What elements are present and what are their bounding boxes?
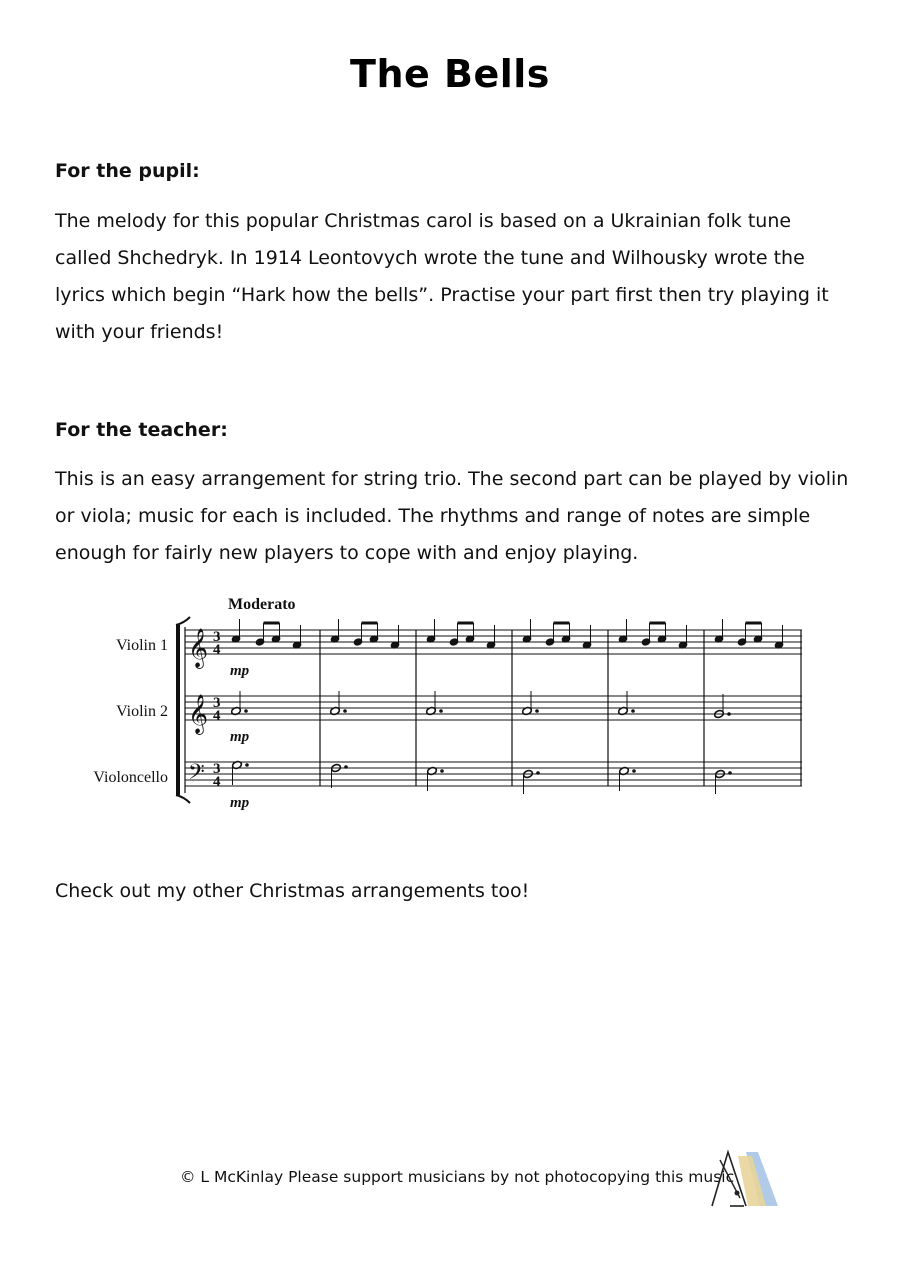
- pupil-paragraph: [55, 203, 855, 351]
- bass-clef-icon: 𝄢: [188, 760, 205, 790]
- treble-clef-icon: 𝄞: [188, 694, 209, 734]
- teacher-heading: For the teacher:: [55, 419, 228, 441]
- time-signature-bottom: 4: [213, 708, 221, 724]
- copyright-footer: © L McKinlay Please support musicians by not photocopying this music: [180, 1168, 735, 1186]
- teacher-paragraph: [55, 461, 855, 572]
- pupil-line-2: called Shchedryk. In 1914 Leontovych wrote the tune and Wilhousky wrote the: [55, 247, 805, 269]
- tempo-marking: Moderato: [228, 596, 296, 613]
- instrument-label-violin-1: Violin 1: [116, 637, 168, 654]
- treble-clef-icon: 𝄞: [188, 628, 209, 668]
- staff-violin-2: [185, 696, 802, 720]
- dynamic-marking: mp: [230, 795, 250, 811]
- page-title: The Bells: [350, 52, 550, 96]
- dynamic-marking: mp: [230, 729, 250, 745]
- closing-line: Check out my other Christmas arrangements too!: [55, 880, 530, 902]
- music-score: [0, 585, 900, 825]
- instrument-label-violoncello: Violoncello: [93, 769, 168, 786]
- pupil-line-1: The melody for this popular Christmas carol is based on a Ukrainian folk tune: [55, 210, 792, 232]
- time-signature-top: 3: [213, 695, 221, 711]
- pupil-line-3: lyrics which begin “Hark how the bells”. Practise your part first then try playing it: [55, 284, 829, 306]
- pupil-heading: For the pupil:: [55, 160, 200, 182]
- teacher-line-3: enough for fairly new players to cope with and enjoy playing.: [55, 542, 639, 564]
- teacher-line-2: or viola; music for each is included. The rhythms and range of notes are simple: [55, 505, 811, 527]
- time-signature-bottom: 4: [213, 774, 221, 790]
- teacher-line-1: This is an easy arrangement for string trio. The second part can be played by violin: [55, 468, 849, 490]
- time-signature-top: 3: [213, 629, 221, 645]
- time-signature-top: 3: [213, 761, 221, 777]
- dynamic-marking: mp: [230, 663, 250, 679]
- staff-violoncello: [185, 762, 802, 786]
- violoncello-notes: [232, 760, 732, 794]
- metronome-logo-icon: [708, 1146, 780, 1210]
- closing-paragraph: [55, 873, 855, 910]
- violin-1-notes: [231, 619, 784, 649]
- instrument-label-violin-2: Violin 2: [116, 703, 168, 720]
- pupil-line-4: with your friends!: [55, 321, 224, 343]
- time-signature-bottom: 4: [213, 642, 221, 658]
